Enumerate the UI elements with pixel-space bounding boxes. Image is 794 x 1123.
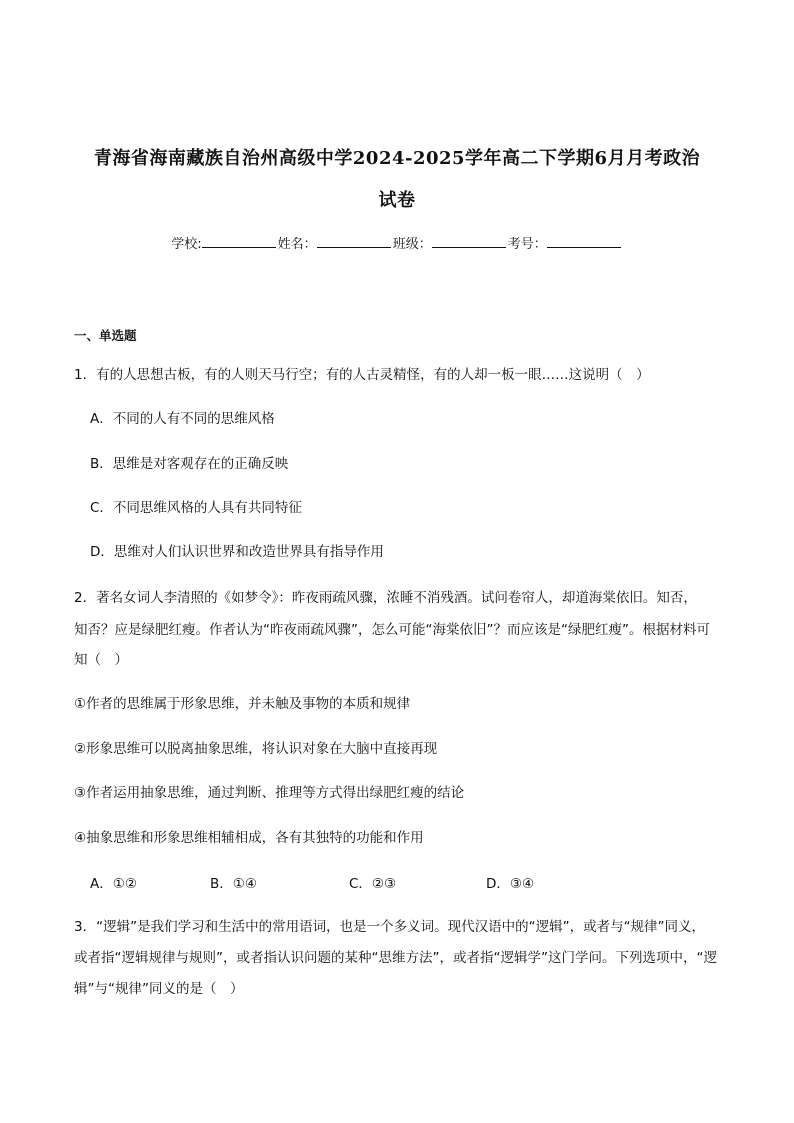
q2-statement-1: ①作者的思维属于形象思维，并未触及事物的本质和规律: [74, 696, 411, 712]
id-label: 考号：: [507, 237, 547, 252]
section-title: 一、单选题: [74, 328, 137, 343]
q2-stem-line3: 知（ ）: [74, 652, 128, 668]
q1-option-c: C．不同思维风格的人具有共同特征: [90, 500, 302, 516]
exam-title-line1: 青海省海南藏族自治州高级中学2024-2025学年高二下学期6月月考政治: [93, 148, 701, 169]
exam-title-line2: 试卷: [378, 190, 416, 211]
student-info-row: [0, 233, 794, 252]
q2-statement-3: ③作者运用抽象思维，通过判断、推理等方式得出绿肥红瘦的结论: [74, 785, 465, 801]
id-blank: [547, 235, 621, 248]
q2-option-a: A．①②: [90, 876, 137, 892]
q1-option-b: B．思维是对客观存在的正确反映: [90, 456, 289, 472]
q1-stem: 1．有的人思想古板，有的人则天马行空；有的人古灵精怪，有的人却一板一眼……这说明（ ）: [74, 367, 650, 383]
q1-option-d: D．思维对人们认识世界和改造世界具有指导作用: [90, 544, 384, 560]
q2-statement-4: ④抽象思维和形象思维相辅相成，各有其独特的功能和作用: [74, 830, 424, 846]
q3-stem-line2: 或者指“逻辑规律与规则”，或者指认识问题的某种“思维方法”，或者指“逻辑学”这门学问。下列选项中，“逻: [74, 950, 717, 966]
q2-stem-line1: 2．著名女词人李清照的《如梦令》：昨夜雨疏风骤，浓睡不消残酒。试问卷帘人，却道海棠依旧。知否，: [74, 590, 697, 606]
school-blank: [202, 235, 276, 248]
name-label: 姓名：: [277, 237, 317, 252]
q2-option-c: C．②③: [349, 876, 397, 892]
school-label: 学校:: [171, 237, 202, 252]
name-blank: [317, 235, 391, 248]
q2-option-d: D．③④: [486, 876, 535, 892]
q1-option-a: A．不同的人有不同的思维风格: [90, 411, 275, 427]
q2-option-b: B．①④: [210, 876, 257, 892]
q2-options-row: [90, 872, 690, 894]
q3-stem-line3: 辑”与“规律”同义的是（ ）: [74, 981, 244, 997]
q2-stem-line2: 知否？应是绿肥红瘦。作者认为“昨夜雨疏风骤”，怎么可能“海棠依旧”？而应该是“绿肥红瘦”。根据材料可: [74, 622, 710, 638]
q2-statement-2: ②形象思维可以脱离抽象思维，将认识对象在大脑中直接再现: [74, 741, 438, 757]
class-label: 班级：: [392, 237, 432, 252]
class-blank: [432, 235, 506, 248]
q3-stem-line1: 3．“逻辑”是我们学习和生活中的常用语词，也是一个多义词。现代汉语中的“逻辑”，或者与“规律”同义，: [74, 919, 706, 935]
